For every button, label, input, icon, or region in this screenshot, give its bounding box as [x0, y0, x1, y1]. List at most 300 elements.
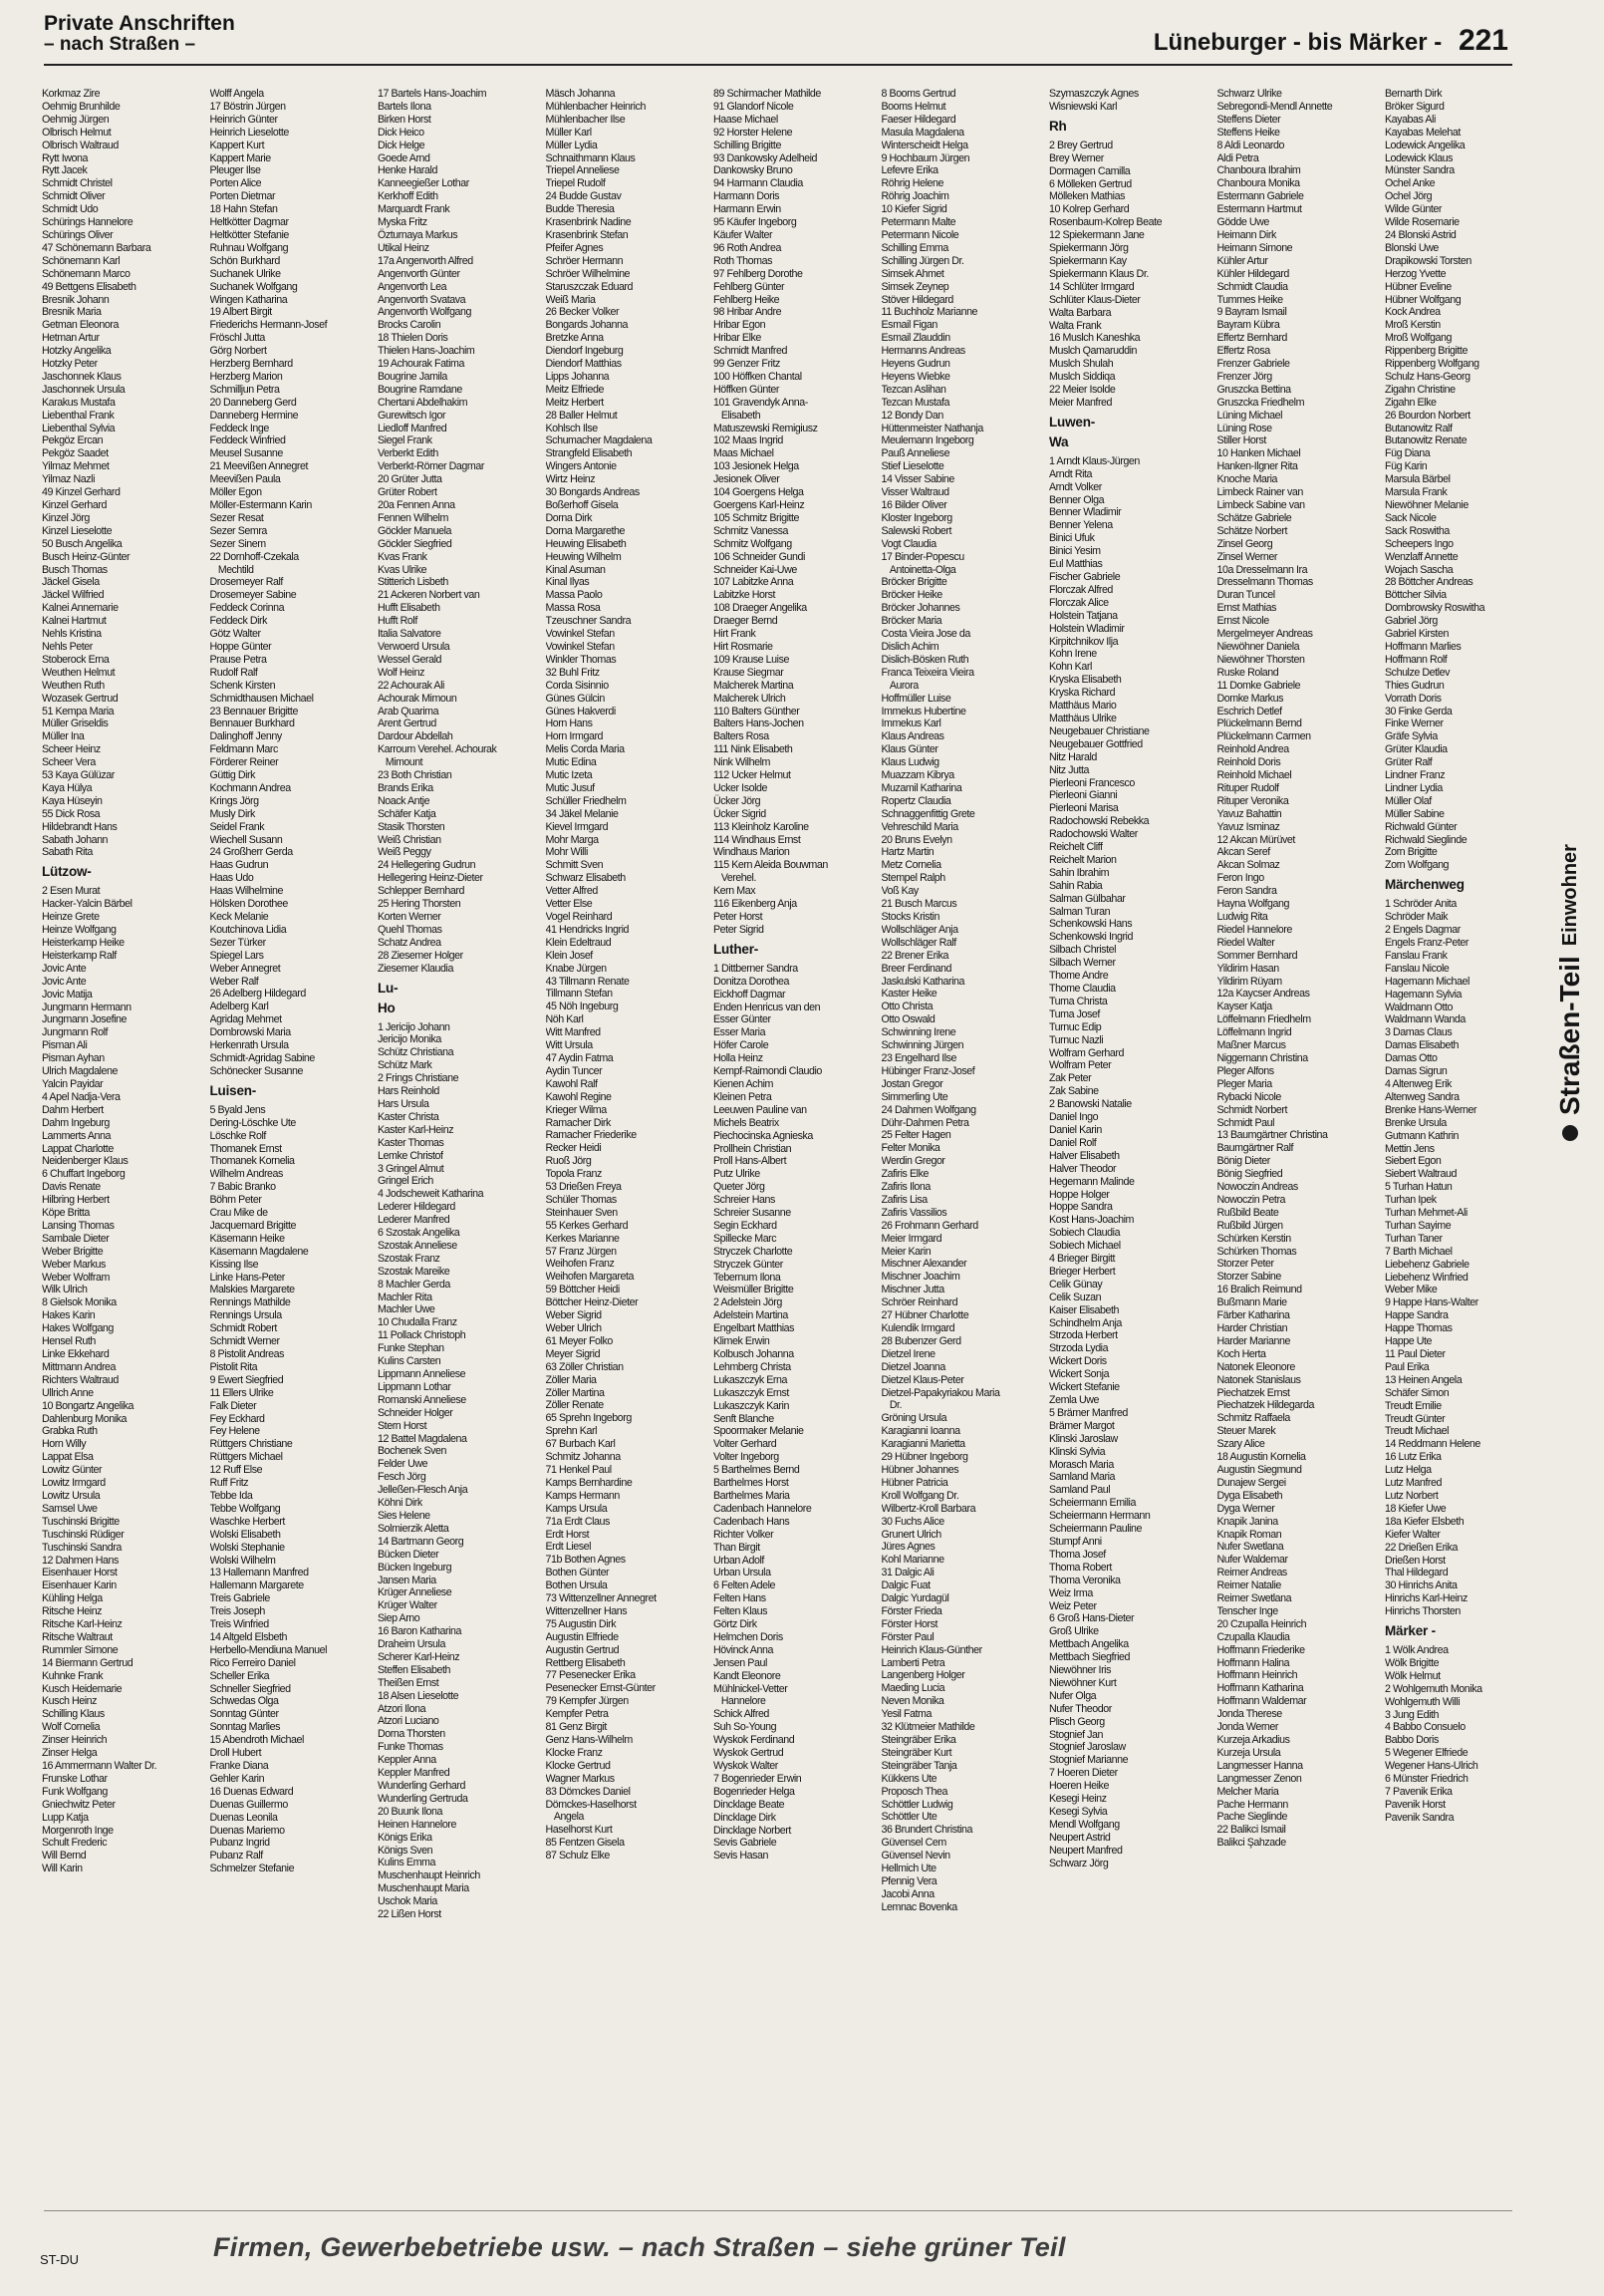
resident-entry: Solmierzik Aletta — [378, 1522, 449, 1535]
resident-entry: Brenke Ursula — [1385, 1116, 1447, 1129]
resident-entry: Olbrisch Helmut — [42, 126, 112, 139]
resident-entry: Sobiech Claudia — [1049, 1227, 1121, 1240]
resident-entry: 71a Erdt Claus — [545, 1515, 610, 1528]
resident-entry: Hacker-Yalcin Bärbel — [42, 898, 133, 911]
resident-entry: 3 Damas Claus — [1385, 1026, 1453, 1039]
resident-entry: Wittenzellner Hans — [545, 1604, 628, 1617]
resident-entry: Feddeck Corinna — [209, 602, 285, 615]
resident-entry: 13 Baumgärtner Christina — [1216, 1129, 1328, 1142]
resident-entry: Plückelmann Bernd — [1216, 718, 1302, 730]
resident-entry: Cadenbach Hannelore — [713, 1502, 812, 1515]
resident-entry: Mischner Joachim — [881, 1271, 960, 1284]
resident-entry: Hermanns Andreas — [881, 345, 965, 358]
resident-entry: 6 Szostak Angelika — [378, 1227, 460, 1240]
resident-entry: 11 Buchholz Marianne — [881, 306, 978, 319]
resident-entry: 50 Busch Angelika — [42, 537, 123, 550]
resident-entry: 106 Schneider Gundi — [713, 550, 805, 563]
resident-entry: Dick Heico — [378, 126, 424, 139]
street-heading: Luwen- — [1049, 414, 1096, 430]
resident-entry: Zöller Maria — [545, 1373, 597, 1386]
resident-entry: 20 Grüter Jutta — [378, 473, 442, 486]
resident-entry: Goergens Karl-Heinz — [713, 499, 805, 511]
resident-entry: Olbrisch Waltraud — [42, 139, 119, 151]
resident-entry: Verberkt-Römer Dagmar — [378, 460, 484, 473]
resident-entry: Butanowitz Renate — [1385, 434, 1468, 447]
resident-entry: Richwald Sieglinde — [1385, 833, 1468, 846]
resident-entry: Kerkhoff Edith — [378, 190, 438, 203]
resident-entry: 1 Jericijo Johann — [378, 1020, 450, 1033]
resident-entry: 116 Eikenberg Anja — [713, 898, 797, 911]
resident-entry: Gruszcka Bettina — [1216, 383, 1291, 396]
resident-entry: Richters Waltraud — [42, 1373, 119, 1386]
resident-entry: Kohn Karl — [1049, 661, 1092, 674]
resident-entry: Tuschinski Rüdiger — [42, 1528, 125, 1541]
resident-entry: Muslch Shulah — [1049, 358, 1114, 371]
resident-entry: Wisniewski Karl — [1049, 100, 1118, 113]
resident-entry: Muslch Qamaruddin — [1049, 345, 1137, 358]
resident-entry: 16 Bralich Reimund — [1216, 1284, 1302, 1296]
resident-entry: Augustin Elfriede — [545, 1630, 619, 1643]
resident-entry: Spiekermann Jörg — [1049, 242, 1129, 255]
resident-entry: Franke Diana — [209, 1760, 269, 1772]
resident-entry: Hoffmann Katharina — [1216, 1682, 1304, 1695]
resident-entry: 19 Albert Birgit — [209, 306, 272, 319]
resident-entry: Limbeck Rainer van — [1216, 486, 1303, 499]
resident-entry: Kleinen Petra — [713, 1090, 772, 1103]
resident-entry: Bröcker Heike — [881, 589, 942, 602]
resident-entry: Dombrowsky Roswitha — [1385, 602, 1485, 615]
resident-entry: Böhm Peter — [209, 1194, 262, 1207]
resident-entry: Yildirim Rüyam — [1216, 975, 1282, 988]
directory-column — [882, 88, 1003, 2200]
resident-entry: Pavenik Sandra — [1385, 1811, 1455, 1824]
resident-entry: Klein Edeltraud — [545, 936, 612, 949]
resident-entry: 95 Käufer Ingeborg — [713, 216, 797, 229]
resident-entry: 2 Esen Murat — [42, 885, 101, 898]
resident-entry: Rettberg Elisabeth — [545, 1656, 626, 1669]
resident-entry: Hilbring Herbert — [42, 1194, 110, 1207]
resident-entry: Weiß Maria — [545, 293, 596, 306]
side-label-big: Straßen-Teil — [1554, 956, 1585, 1115]
resident-entry: Hotzky Angelika — [42, 345, 112, 358]
resident-entry: Meitz Elfriede — [545, 383, 604, 396]
resident-entry: Schindhelm Anja — [1049, 1316, 1122, 1329]
resident-entry: Plückelmann Carmen — [1216, 730, 1311, 743]
resident-entry: Verwoerd Ursula — [378, 640, 450, 653]
resident-entry: Grüter Robert — [378, 486, 437, 499]
resident-entry: Klaus Andreas — [881, 730, 944, 743]
resident-entry: Vowinkel Stefan — [545, 628, 615, 641]
resident-entry: Dislich-Bösken Ruth — [881, 653, 969, 666]
resident-entry: Jäckel Gisela — [42, 576, 100, 589]
resident-entry: Hoffmann Heinrich — [1216, 1669, 1298, 1682]
resident-entry: Schmidthausen Michael — [209, 692, 314, 705]
side-label-small: Einwohner — [1558, 844, 1581, 947]
resident-entry: Dyga Elisabeth — [1216, 1489, 1283, 1502]
resident-entry: Fischer Gabriele — [1049, 571, 1121, 583]
resident-entry: Eul Matthias — [1049, 558, 1103, 571]
resident-entry: 31 Dalgic Ali — [881, 1567, 935, 1579]
resident-entry: Gödde Uwe — [1216, 216, 1269, 229]
resident-entry: Krasenbrink Nadine — [545, 216, 632, 229]
resident-entry: Hübner Eveline — [1385, 280, 1452, 293]
resident-entry: 30 Fuchs Alice — [881, 1515, 944, 1528]
resident-entry: Hanken-Ilgner Rita — [1216, 460, 1298, 473]
resident-entry: Schick Alfred — [713, 1708, 769, 1721]
resident-entry: 114 Windhaus Ernst — [713, 833, 801, 846]
resident-entry: Akcan Seref — [1216, 846, 1270, 859]
resident-entry: Spiegel Lars — [209, 949, 264, 962]
resident-entry: Liebehenz Gabriele — [1385, 1258, 1470, 1271]
resident-entry: Feldmann Marc — [209, 743, 278, 756]
resident-entry: 12 Spiekermann Jane — [1049, 229, 1145, 242]
resident-entry: Jungmann Josefine — [42, 1013, 128, 1026]
resident-entry: 14 Visser Sabine — [881, 473, 954, 486]
resident-entry: 99 Genzer Fritz — [713, 358, 780, 371]
resident-entry: Pleger Alfons — [1216, 1064, 1274, 1077]
resident-entry: Schmidt Udo — [42, 203, 99, 216]
resident-entry: Corda Sisinnio — [545, 679, 609, 692]
resident-entry: 24 Hellegering Gudrun — [378, 859, 476, 872]
resident-entry: Kinzel Jörg — [42, 511, 90, 524]
resident-entry: Daniel Rolf — [1049, 1136, 1097, 1149]
resident-entry: Hagemann Sylvia — [1385, 988, 1463, 1001]
resident-entry: Schätze Gabriele — [1216, 511, 1292, 524]
resident-entry: Heisterkamp Ralf — [42, 949, 117, 962]
resident-entry: Italia Salvatore — [378, 628, 441, 641]
directory-column — [42, 88, 163, 2200]
resident-entry: Effertz Rosa — [1216, 345, 1270, 358]
resident-entry: 1 Schröder Anita — [1385, 898, 1457, 911]
resident-entry: Kurzeja Arkadius — [1216, 1734, 1290, 1746]
resident-entry: Möller Egon — [209, 486, 262, 499]
resident-entry: 13 Hallemann Manfred — [209, 1567, 309, 1579]
resident-entry: Weiß Christian — [378, 833, 441, 846]
resident-entry: Reinhold Doris — [1216, 756, 1281, 769]
resident-entry: Senft Blanche — [713, 1412, 774, 1425]
resident-entry: Jacobi Anna — [881, 1887, 935, 1900]
resident-entry: Weber Sigrid — [545, 1309, 602, 1322]
resident-entry: Natonek Stanislaus — [1216, 1373, 1301, 1386]
resident-entry: Meevißen Paula — [209, 473, 281, 486]
resident-entry: 8 Gielsok Monika — [42, 1296, 117, 1309]
resident-entry: Proposch Thea — [881, 1785, 947, 1798]
resident-entry: Schürken Thomas — [1216, 1245, 1297, 1258]
resident-entry: 16 Baron Katharina — [378, 1625, 461, 1638]
resident-entry: Walta Frank — [1049, 319, 1102, 332]
resident-entry: Kulins Carsten — [378, 1355, 441, 1368]
resident-entry: Siep Arno — [378, 1612, 420, 1625]
resident-entry: Bernarth Dirk — [1385, 88, 1443, 100]
resident-entry: Schmidt Norbert — [1216, 1103, 1287, 1116]
resident-entry: Wyskok Gertrud — [713, 1747, 784, 1760]
resident-entry: Kerkes Marianne — [545, 1232, 620, 1245]
resident-entry: Kurzeja Ursula — [1216, 1746, 1281, 1759]
resident-entry: Atzori Ilona — [378, 1702, 426, 1715]
resident-entry: Estermann Hartmut — [1216, 203, 1302, 216]
resident-entry: Hoffmann Friederike — [1216, 1643, 1305, 1656]
resident-entry: Wagner Markus — [545, 1772, 615, 1785]
resident-entry: 30 Bongards Andreas — [545, 486, 640, 499]
resident-entry: Urban Ursula — [713, 1567, 771, 1579]
resident-entry: Schwarz Elisabeth — [545, 872, 626, 885]
resident-entry: Chertani Abdelhakim — [378, 396, 468, 409]
resident-entry: Heyens Wiebke — [881, 370, 950, 383]
street-range-title: Lüneburger - bis Märker - — [1153, 29, 1443, 56]
resident-entry: Eisenhauer Karin — [42, 1579, 117, 1592]
resident-entry: Sahin Rabia — [1049, 879, 1103, 892]
resident-entry: Getman Eleonora — [42, 319, 120, 332]
resident-entry: Spoormaker Melanie — [713, 1425, 804, 1438]
resident-entry: Schürings Oliver — [42, 228, 114, 241]
directory-column — [713, 88, 835, 2200]
resident-entry: Droll Hubert — [209, 1747, 262, 1760]
resident-entry: Görtz Dirk — [713, 1618, 757, 1631]
resident-entry: Samland Paul — [1049, 1484, 1111, 1497]
resident-entry: Rituper Veronika — [1216, 794, 1289, 807]
resident-entry: Mäsch Johanna — [545, 88, 616, 100]
resident-entry: Weihofen Franz — [545, 1258, 615, 1271]
resident-entry: Kvas Ulrike — [378, 563, 427, 576]
resident-entry: Erdt Horst — [545, 1528, 590, 1541]
resident-entry: Güvensel Cem — [881, 1837, 946, 1850]
resident-entry: Walta Barbara — [1049, 306, 1112, 319]
resident-entry: Malskies Margarete — [209, 1284, 295, 1296]
resident-entry: Samland Maria — [1049, 1471, 1116, 1484]
resident-entry: Wollschläger Anja — [881, 923, 958, 936]
resident-entry: Stocks Kristin — [881, 911, 939, 923]
resident-entry: Nowoczin Andreas — [1216, 1181, 1298, 1194]
resident-entry: Schmidt Claudia — [1216, 280, 1288, 293]
resident-entry: Heimann Simone — [1216, 241, 1293, 254]
resident-entry: Schnaithmann Klaus — [545, 151, 636, 164]
resident-entry: Bogenrieder Helga — [713, 1785, 795, 1798]
resident-entry: Scheer Heinz — [42, 743, 101, 756]
resident-entry: 24 Budde Gustav — [545, 190, 622, 203]
resident-entry: 18 Alsen Lieselotte — [378, 1689, 459, 1702]
resident-entry: Lutz Norbert — [1385, 1489, 1439, 1502]
resident-entry: Zak Sabine — [1049, 1085, 1099, 1098]
entry-continuation: Dr. — [889, 1399, 902, 1412]
resident-entry: Kempf-Raimondi Claudio — [713, 1065, 822, 1078]
resident-entry: 11 Pollack Christoph — [378, 1329, 466, 1342]
resident-entry: Yalcin Payidar — [42, 1077, 104, 1090]
resident-entry: Pubanz Ralf — [209, 1850, 263, 1863]
resident-entry: Krieger Wilma — [545, 1103, 607, 1116]
resident-entry: Bochenek Sven — [378, 1445, 447, 1458]
resident-entry: Wegener Hans-Ulrich — [1385, 1760, 1478, 1773]
resident-entry: Lammerts Anna — [42, 1129, 111, 1142]
resident-entry: Kuhnke Frank — [42, 1669, 104, 1682]
resident-entry: 22 Brener Erika — [881, 949, 949, 962]
resident-entry: 5 Brämer Manfred — [1049, 1406, 1128, 1419]
resident-entry: Triepel Anneliese — [545, 164, 620, 177]
resident-entry: Damas Sigrun — [1385, 1065, 1448, 1078]
resident-entry: Jüres Agnes — [881, 1541, 936, 1554]
resident-entry: Niewöhner Kurt — [1049, 1676, 1117, 1689]
resident-entry: Mohr Willi — [545, 846, 588, 859]
resident-entry: Machler Rita — [378, 1291, 432, 1303]
resident-entry: Dick Helge — [378, 139, 425, 151]
resident-entry: Helmchen Doris — [713, 1630, 783, 1643]
resident-entry: Ernst Mathias — [1216, 602, 1276, 615]
resident-entry: Mendl Wolfgang — [1049, 1818, 1120, 1831]
resident-entry: Bennauer Burkhard — [209, 718, 295, 730]
resident-entry: 2 Frings Christiane — [378, 1072, 459, 1085]
resident-entry: Schlepper Bernhard — [378, 885, 464, 898]
resident-entry: 75 Augustin Dirk — [545, 1617, 617, 1630]
resident-entry: Gniechwitz Peter — [42, 1798, 116, 1811]
resident-entry: Güvensel Nevin — [881, 1850, 950, 1863]
resident-entry: Waldmann Otto — [1385, 1001, 1454, 1013]
resident-entry: Enden Henricus van den — [713, 1001, 821, 1013]
resident-entry: Massa Rosa — [545, 602, 601, 615]
resident-entry: Schwedas Olga — [209, 1695, 279, 1708]
resident-entry: Neven Monika — [881, 1695, 944, 1708]
resident-entry: Kusch Heinz — [42, 1695, 98, 1708]
resident-entry: 49 Kinzel Gerhard — [42, 486, 121, 499]
resident-entry: Otto Oswald — [881, 1013, 936, 1026]
resident-entry: Plisch Georg — [1049, 1715, 1105, 1728]
resident-entry: Kalnei Annemarie — [42, 602, 119, 615]
resident-entry: Zigahn Christine — [1385, 383, 1456, 396]
resident-entry: Schenkowski Ingrid — [1049, 931, 1133, 944]
resident-entry: Wozasek Gertrud — [42, 692, 119, 705]
resident-entry: Kulins Emma — [378, 1857, 436, 1869]
resident-entry: Schönecker Susanne — [209, 1064, 303, 1077]
resident-entry: 4 Jodscheweit Katharina — [378, 1188, 484, 1201]
resident-entry: Szymaszczyk Agnes — [1049, 88, 1139, 100]
resident-entry: Malcherek Ulrich — [713, 692, 786, 705]
resident-entry: Nufer Olga — [1049, 1689, 1097, 1702]
entry-continuation: Elisabeth — [720, 409, 761, 422]
resident-entry: Ucker Isolde — [713, 781, 767, 794]
resident-entry: Arent Gertrud — [378, 718, 436, 730]
resident-entry: Heisterkamp Heike — [42, 937, 125, 949]
resident-entry: Pache Hermann — [1216, 1798, 1288, 1811]
resident-entry: 73 Wittenzellner Annegret — [545, 1592, 657, 1605]
resident-entry: Zak Peter — [1049, 1072, 1092, 1085]
resident-entry: 6 Felten Adele — [713, 1579, 776, 1592]
resident-entry: 11 Paul Dieter — [1385, 1348, 1446, 1360]
resident-entry: 25 Felter Hagen — [881, 1129, 951, 1142]
resident-entry: 18a Kiefer Elsbeth — [1385, 1515, 1465, 1528]
resident-entry: Celik Günay — [1049, 1278, 1103, 1291]
resident-entry: Riedel Walter — [1216, 936, 1275, 949]
resident-entry: Sezer Semra — [209, 524, 267, 537]
resident-entry: 94 Harmann Claudia — [713, 177, 803, 190]
resident-entry: Szostak Mareike — [378, 1265, 450, 1278]
resident-entry: Matthäus Mario — [1049, 700, 1117, 713]
resident-entry: Dincklage Norbert — [713, 1824, 791, 1837]
resident-entry: Heyens Gudrun — [881, 358, 950, 371]
resident-entry: Wingen Katharina — [209, 293, 288, 306]
resident-entry: Füg Diana — [1385, 447, 1431, 460]
resident-entry: Heinze Wolfgang — [42, 924, 117, 937]
resident-entry: Topola Franz — [545, 1168, 602, 1181]
resident-entry: Stasik Thorsten — [378, 820, 445, 833]
resident-entry: Bartels Ilona — [378, 100, 431, 113]
resident-entry: Karakus Mustafa — [42, 396, 116, 409]
resident-entry: Wickert Stefanie — [1049, 1381, 1120, 1394]
resident-entry: Niewöhner Thorsten — [1216, 653, 1305, 666]
resident-entry: Bothen Ursula — [545, 1579, 608, 1592]
resident-entry: Schwinning Jürgen — [881, 1039, 964, 1052]
resident-entry: Röhrig Helene — [881, 177, 943, 190]
resident-entry: Mergelmeyer Andreas — [1216, 628, 1313, 641]
resident-entry: Zinsel Werner — [1216, 550, 1277, 563]
resident-entry: Käsemann Heike — [209, 1232, 285, 1245]
resident-entry: 10 Hanken Michael — [1216, 447, 1301, 460]
resident-entry: Utikal Heinz — [378, 241, 429, 254]
resident-entry: Sahin Ibrahim — [1049, 866, 1110, 879]
resident-entry: Thielen Hans-Joachim — [378, 345, 475, 358]
resident-entry: Thies Gudrun — [1385, 679, 1445, 692]
resident-entry: Schäfer Katja — [378, 807, 436, 820]
resident-entry: Kalnei Hartmut — [42, 615, 107, 628]
resident-entry: Dalgic Fuat — [881, 1579, 931, 1592]
resident-entry: Pavenik Horst — [1385, 1798, 1446, 1811]
resident-entry: Duenas Guillermo — [209, 1798, 288, 1811]
resident-entry: Vogel Reinhard — [545, 911, 613, 923]
resident-entry: Peter Sigrid — [713, 923, 764, 936]
resident-entry: Hallemann Margarete — [209, 1579, 304, 1592]
resident-entry: Happe Thomas — [1385, 1322, 1453, 1335]
resident-entry: Lutz Helga — [1385, 1464, 1432, 1477]
resident-entry: Klein Josef — [545, 949, 593, 962]
resident-entry: Förster Frieda — [881, 1604, 942, 1617]
resident-entry: Schmitt Sven — [545, 859, 604, 872]
resident-entry: Sies Helene — [378, 1509, 430, 1522]
entry-continuation: Angela — [553, 1811, 584, 1824]
resident-entry: Lefevre Erika — [881, 164, 938, 177]
resident-entry: Labitzke Horst — [713, 589, 776, 602]
resident-entry: Jovic Matija — [42, 988, 93, 1001]
resident-entry: Liebenthal Frank — [42, 409, 115, 422]
resident-entry: 6 Groß Hans-Dieter — [1049, 1612, 1135, 1625]
resident-entry: Stumpf Anni — [1049, 1535, 1102, 1548]
resident-entry: Pfennig Vera — [881, 1874, 937, 1887]
resident-entry: 109 Krause Luise — [713, 653, 789, 666]
resident-entry: Yavuz Bahattin — [1216, 807, 1282, 820]
resident-entry: Halver Elisabeth — [1049, 1149, 1120, 1162]
resident-entry: Göckler Manuela — [378, 524, 452, 537]
resident-entry: Angenvorth Wolfgang — [378, 306, 472, 319]
resident-entry: Frunske Lothar — [42, 1772, 108, 1785]
resident-entry: Gabriel Jörg — [1385, 615, 1438, 628]
resident-entry: Zigahn Elke — [1385, 396, 1437, 409]
resident-entry: Radochowski Rebekka — [1049, 815, 1150, 828]
entry-continuation: Antoinetta-Olga — [889, 563, 955, 576]
resident-entry: Reimer Natalie — [1216, 1579, 1281, 1592]
resident-entry: Goede Arnd — [378, 151, 430, 164]
resident-entry: 41 Hendricks Ingrid — [545, 923, 630, 936]
resident-entry: 22 Drießen Erika — [1385, 1541, 1458, 1554]
resident-entry: Kryska Richard — [1049, 687, 1116, 700]
resident-entry: Steffens Heike — [1216, 126, 1280, 139]
resident-entry: Malcherek Martina — [713, 679, 794, 692]
resident-entry: Stern Horst — [378, 1419, 427, 1432]
resident-entry: Wickert Sonja — [1049, 1368, 1110, 1381]
resident-entry: Treudt Michael — [1385, 1425, 1449, 1438]
resident-entry: Witt Manfred — [545, 1026, 601, 1039]
resident-entry: Weber Mike — [1385, 1284, 1438, 1296]
resident-entry: Sack Roswitha — [1385, 524, 1450, 537]
resident-entry: Binici Yesim — [1049, 545, 1101, 558]
resident-entry: 6 Mölleken Gertrud — [1049, 177, 1132, 190]
resident-entry: Gringel Erich — [378, 1175, 433, 1188]
resident-entry: Dalgic Yurdagül — [881, 1592, 949, 1605]
